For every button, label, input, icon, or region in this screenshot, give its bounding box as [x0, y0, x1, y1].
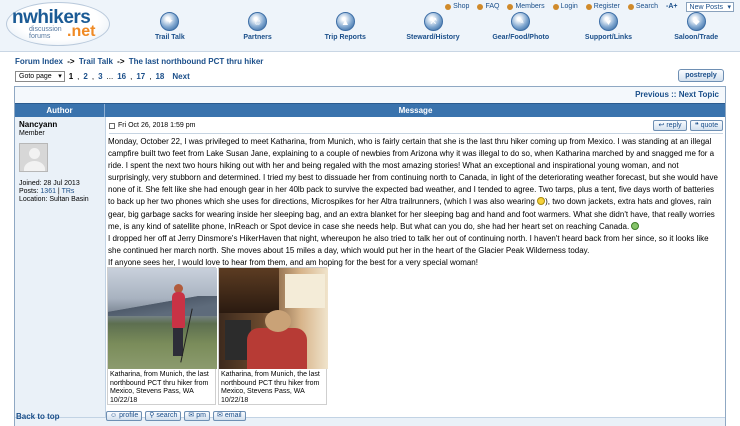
- profile-button[interactable]: [106, 411, 142, 421]
- nav-partners[interactable]: [214, 12, 302, 48]
- pm-button[interactable]: [184, 411, 210, 421]
- shop-label: Shop: [453, 3, 470, 10]
- logo-subtext: discussion forums: [29, 26, 62, 40]
- email-icon: ✉: [217, 412, 223, 419]
- author-rank: Member: [19, 130, 45, 137]
- nav-label: Partners: [243, 34, 272, 41]
- photo-gallery: [107, 267, 327, 405]
- hiker-photo[interactable]: [219, 268, 328, 369]
- page-link-16[interactable]: 16: [117, 71, 127, 81]
- saloon-icon: ◆: [687, 12, 706, 31]
- photo-caption: Katharina, from Munich, the last northbound PCT thru hiker from Mexico, Stevens Pass, WA 10/22/18: [110, 371, 209, 405]
- photo-card[interactable]: [218, 267, 327, 405]
- partners-icon: ☺: [248, 12, 267, 31]
- photo-card[interactable]: [107, 267, 216, 405]
- nav-label: Gear/Food/Photo: [492, 34, 550, 41]
- nav-label: Saloon/Trade: [674, 34, 719, 41]
- goto-page-select[interactable]: Goto page ▾: [15, 71, 65, 82]
- lock-icon: [445, 4, 451, 10]
- topic-nav-separator: ::: [671, 90, 677, 99]
- site-logo[interactable]: [6, 2, 110, 46]
- message-panel: [106, 117, 725, 417]
- steward-icon: ⚒: [424, 12, 443, 31]
- logo-net-text: .net: [67, 23, 96, 40]
- pm-label: pm: [196, 412, 206, 419]
- search-link[interactable]: [628, 3, 658, 10]
- nav-saloon-trade[interactable]: [652, 12, 740, 48]
- text-size-toggle[interactable]: -A+: [666, 3, 678, 10]
- help-icon: [477, 4, 483, 10]
- hiker-photo[interactable]: [108, 268, 217, 369]
- smile-icon: [537, 197, 545, 205]
- utility-bar: [445, 1, 734, 12]
- author-location: Location: Sultan Basin: [19, 196, 89, 203]
- reply-label: reply: [666, 122, 682, 129]
- breadcrumb-topic[interactable]: The last northbound PCT thru hiker: [128, 57, 264, 66]
- topic-nav: [635, 90, 719, 99]
- topic-table: [14, 86, 726, 426]
- main-nav: [126, 12, 740, 48]
- register-icon: [586, 4, 592, 10]
- table-header: [15, 103, 725, 117]
- reply-button[interactable]: [653, 120, 687, 131]
- photo-caption: Katharina, from Munich, the last northbound PCT thru hiker from Mexico, Stevens Pass, WA 10/22/18: [221, 371, 320, 405]
- author-panel: [15, 117, 106, 417]
- posts-label: Posts:: [19, 188, 39, 195]
- email-button[interactable]: [213, 411, 246, 421]
- posts-count-link[interactable]: 1361: [40, 188, 56, 195]
- message-column-header: Message: [398, 106, 433, 115]
- pm-icon: ✉: [188, 412, 195, 419]
- page-link-17[interactable]: 17: [136, 71, 146, 81]
- post-divider: [109, 133, 723, 134]
- logo-text: nwhikers: [12, 7, 91, 28]
- nav-label: Steward/History: [406, 34, 460, 41]
- quote-label: quote: [700, 122, 719, 129]
- avatar: [19, 143, 48, 172]
- reply-icon: ↩: [658, 122, 665, 129]
- quote-button[interactable]: [690, 120, 723, 131]
- email-label: email: [224, 412, 242, 419]
- faq-label: FAQ: [485, 3, 500, 10]
- page-link-2[interactable]: 2: [83, 71, 88, 81]
- search-icon: [628, 4, 634, 10]
- post-text: ), two down jackets, extra hats and gloves, rain gear, big garbage sacks for wearing inside her sleeping bag, and an extra blanket for her sleeping bag and hand and foot warmers. What she didn't have, that really worries me, is any kind of satellite phone, InReach or Spot device in case she needs help. But what can you do, she had her heart set on reaching Canada.: [108, 197, 715, 231]
- post-body: [108, 136, 722, 269]
- login-link[interactable]: [553, 3, 578, 10]
- author-joined: Joined: 28 Jul 2013: [19, 180, 80, 187]
- compass-icon: ✦: [160, 12, 179, 31]
- nav-support-links[interactable]: [565, 12, 653, 48]
- profile-label: profile: [119, 412, 139, 419]
- author-column-header: Author: [15, 104, 105, 117]
- page-ellipsis: ...: [106, 71, 114, 81]
- nav-label: Trip Reports: [324, 34, 366, 41]
- trip-reports-link[interactable]: TRs: [61, 188, 75, 195]
- shop-link[interactable]: [445, 3, 469, 10]
- nav-label: Support/Links: [584, 34, 632, 41]
- nav-trip-reports[interactable]: [301, 12, 389, 48]
- breadcrumb-forum-index[interactable]: Forum Index: [15, 57, 64, 66]
- search-icon: ⚲: [149, 412, 155, 419]
- login-label: Login: [560, 3, 578, 10]
- post-date: Fri Oct 26, 2018 1:59 pm: [118, 122, 196, 129]
- new-posts-select[interactable]: New Posts ▾: [686, 2, 734, 12]
- post-text: Monday, October 22, I was privileged to meet Katharina, from Munich, who is fairly certain that she is the last thru hiker coming up from Mexico. I was standing at an illegal campfire built two feet from Lake Susan Jane, explaining to a couple of newbies from Arizona why it was illegal to do so, when Katharina marched by and snagged me for a ride. I spent the next two hours hiking out with her and being regaled with the most amazing stories! What an exceptional and inspirational young woman, and not surprisingly, very stubborn and determined. I tried my best to dissuade her from continuing north to Canada, in light of the deteriorating weather forecast, but she would have none of it. She felt like she had enough gear in her 40lb pack to survive the expected bad weather, and I tended to agree. Two tarps, plus a tent, five days worth of batteries to back up her two phones which she uses for directions, Microspikes for her Altra trailrunners, (which I was also wearing: [108, 137, 718, 207]
- breadcrumb-separator: ->: [117, 57, 125, 66]
- nav-label: Trail Talk: [154, 34, 185, 41]
- nav-steward-history[interactable]: [389, 12, 477, 48]
- post-reply-button[interactable]: postreply: [678, 69, 724, 82]
- register-link[interactable]: [586, 3, 620, 10]
- next-page-link[interactable]: Next: [172, 71, 190, 81]
- nav-trail-talk[interactable]: [126, 12, 214, 48]
- pagination: Goto page ▾ 1 , 2 , 3 ... 16 , 17 , 18 Next: [15, 70, 190, 82]
- user-buttons: [106, 411, 246, 421]
- members-link[interactable]: [507, 3, 544, 10]
- author-name[interactable]: Nancyann: [19, 120, 58, 129]
- post-paragraph: If anyone sees her, I would love to hear from them, and am hoping for the best for a very special woman!: [108, 257, 478, 267]
- breadcrumb-trail-talk[interactable]: Trail Talk: [78, 57, 113, 66]
- faq-link[interactable]: [477, 3, 499, 10]
- previous-topic-link[interactable]: Previous: [635, 90, 669, 99]
- nav-gear-food-photo[interactable]: [477, 12, 565, 48]
- profile-icon: ☺: [110, 412, 118, 419]
- quote-icon: ❝: [694, 122, 699, 129]
- back-to-top-link[interactable]: Back to top: [16, 412, 60, 421]
- search-button[interactable]: [145, 411, 181, 421]
- smile-icon: [631, 222, 639, 230]
- page-link-1[interactable]: 1: [68, 71, 74, 81]
- post-paragraph: I dropped her off at Jerry Dinsmore's HikerHaven that night, whereupon he also tried to talk her out of continuing north. I haven't heard back from her since, so it looks like she continued her march north. She moves about 15 miles a day, which would put her in the heart of the Glacier Peak Wilderness today.: [108, 233, 709, 255]
- members-icon: [507, 4, 513, 10]
- post-icon[interactable]: [109, 123, 115, 129]
- trip-reports-icon: ▲: [336, 12, 355, 31]
- breadcrumb-separator: ->: [67, 57, 75, 66]
- next-topic-link[interactable]: Next Topic: [678, 90, 719, 99]
- page-link-18[interactable]: 18: [155, 71, 165, 81]
- login-icon: [553, 4, 559, 10]
- site-header: [0, 0, 740, 52]
- register-label: Register: [593, 3, 620, 10]
- breadcrumb: [15, 57, 263, 66]
- search-label: Search: [635, 3, 659, 10]
- search-label: search: [156, 412, 178, 419]
- post-meta: [109, 122, 195, 129]
- gear-icon: ✎: [511, 12, 530, 31]
- page-link-3[interactable]: 3: [98, 71, 103, 81]
- author-posts: Posts: 1361 | TRs: [19, 188, 75, 195]
- post-paragraph: [108, 136, 722, 233]
- members-label: Members: [515, 3, 545, 10]
- support-icon: ♥: [599, 12, 618, 31]
